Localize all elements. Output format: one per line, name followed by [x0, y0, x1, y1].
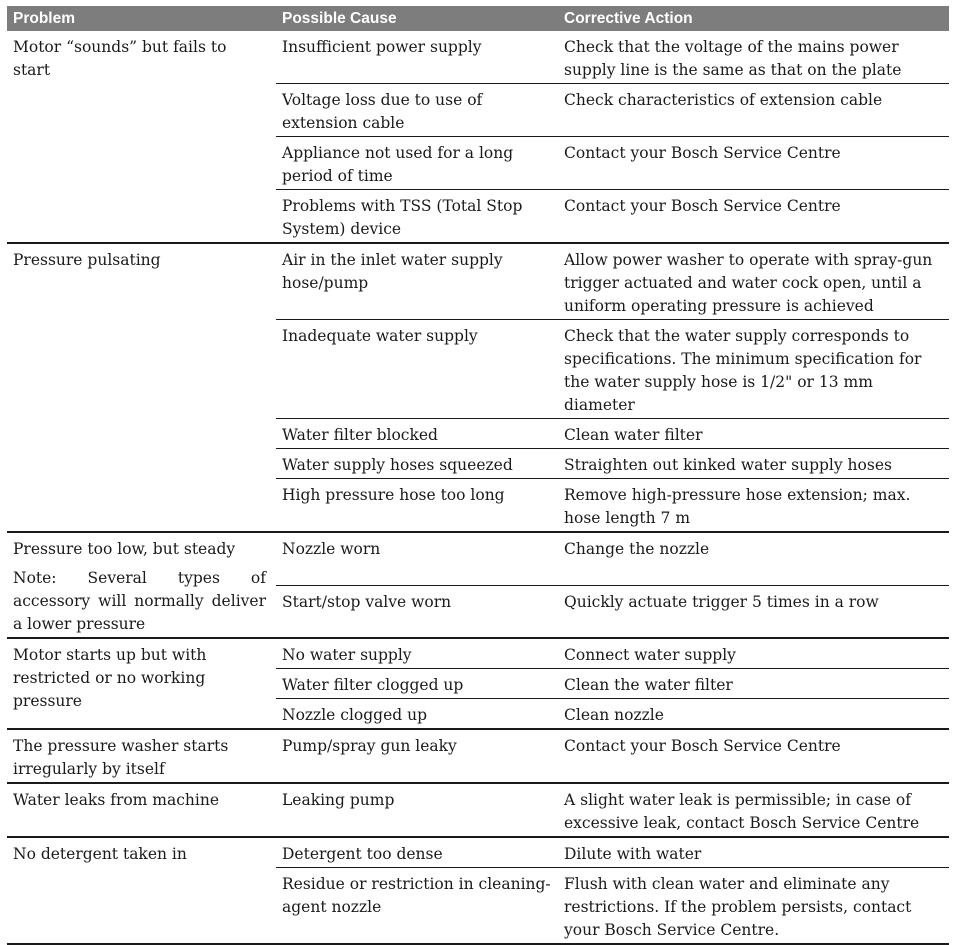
- table-row: [7, 532, 949, 585]
- action-cell: Dilute with water: [558, 837, 949, 868]
- action-cell: Change the nozzle: [558, 532, 949, 585]
- problem-cell: [7, 243, 276, 532]
- cause-cell: Nozzle clogged up: [276, 699, 558, 730]
- action-cell: Straighten out kinked water supply hoses: [558, 449, 949, 479]
- cause-cell: Residue or restriction in cleaning-agent nozzle: [276, 868, 558, 945]
- header-problem: Problem: [7, 6, 276, 31]
- action-cell: Clean the water filter: [558, 669, 949, 699]
- action-cell: Contact your Bosch Service Centre: [558, 190, 949, 244]
- problem-cell: [7, 783, 276, 837]
- header-corrective-action: Corrective Action: [558, 6, 949, 31]
- cause-cell: High pressure hose too long: [276, 479, 558, 533]
- problem-text: Pressure too low, but steady: [13, 540, 236, 558]
- problem-text: Motor starts up but with restricted or no working pressure: [13, 646, 207, 710]
- cause-cell: No water supply: [276, 638, 558, 669]
- cause-cell: Water filter clogged up: [276, 669, 558, 699]
- table-row: [7, 31, 949, 84]
- action-cell: Allow power washer to operate with spray-gun trigger actuated and water cock open, until a uniform operating pressure is achieved: [558, 243, 949, 320]
- action-cell: Check that the water supply corresponds to specifications. The minimum specification for the water supply hose is 1/2" or 13 mm diameter: [558, 320, 949, 419]
- cause-cell: Insufficient power supply: [282, 38, 482, 56]
- problem-text: No detergent taken in: [13, 845, 187, 863]
- cause-cell: Nozzle worn: [276, 532, 558, 585]
- cause-cell: Start/stop valve worn: [276, 585, 558, 638]
- table-row: [7, 243, 949, 320]
- action-cell: Clean nozzle: [558, 699, 949, 730]
- troubleshooting-table: [7, 6, 949, 945]
- problem-note: Note: Several types of accessory will normally deliver a lower pressure: [13, 569, 266, 633]
- action-cell: Remove high-pressure hose extension; max. hose length 7 m: [558, 479, 949, 533]
- cause-cell: Voltage loss due to use of extension cable: [276, 84, 558, 137]
- header-row: [7, 6, 949, 31]
- action-cell: Clean water filter: [558, 419, 949, 449]
- problem-cell: [7, 638, 276, 729]
- action-cell: Connect water supply: [558, 638, 949, 669]
- action-cell: Quickly actuate trigger 5 times in a row: [558, 585, 949, 638]
- cause-cell: Pump/spray gun leaky: [276, 729, 558, 783]
- table-row: [7, 729, 949, 783]
- problem-cell: [7, 31, 276, 243]
- problem-cell: [7, 729, 276, 783]
- cause-cell: Problems with TSS (Total Stop System) device: [276, 190, 558, 244]
- problem-cell: [7, 837, 276, 944]
- cause-cell: Appliance not used for a long period of time: [276, 137, 558, 190]
- cause-cell: Water supply hoses squeezed: [276, 449, 558, 479]
- action-cell: Contact your Bosch Service Centre: [558, 137, 949, 190]
- problem-text: Water leaks from machine: [13, 791, 220, 809]
- action-cell: Flush with clean water and eliminate any restrictions. If the problem persists, contact your Bosch Service Centre.: [558, 868, 949, 945]
- cause-cell: Detergent too dense: [276, 837, 558, 868]
- action-cell: Check that the voltage of the mains power supply line is the same as that on the plate: [564, 38, 902, 79]
- problem-cell: [7, 532, 276, 638]
- cause-cell: Air in the inlet water supply hose/pump: [276, 243, 558, 320]
- action-cell: Contact your Bosch Service Centre: [558, 729, 949, 783]
- action-cell: A slight water leak is permissible; in case of excessive leak, contact Bosch Service Centre: [558, 783, 949, 837]
- cause-cell: Leaking pump: [276, 783, 558, 837]
- cause-cell: Water filter blocked: [276, 419, 558, 449]
- problem-text: The pressure washer starts irregularly by itself: [13, 737, 229, 778]
- table-row: [7, 837, 949, 868]
- table-row: [7, 783, 949, 837]
- troubleshooting-document: [7, 6, 949, 945]
- problem-text: Pressure pulsating: [13, 251, 161, 269]
- problem-text: Motor “sounds” but fails to start: [13, 38, 227, 79]
- table-row: [7, 638, 949, 669]
- action-cell: Check characteristics of extension cable: [558, 84, 949, 137]
- header-possible-cause: Possible Cause: [276, 6, 558, 31]
- cause-cell: Inadequate water supply: [276, 320, 558, 419]
